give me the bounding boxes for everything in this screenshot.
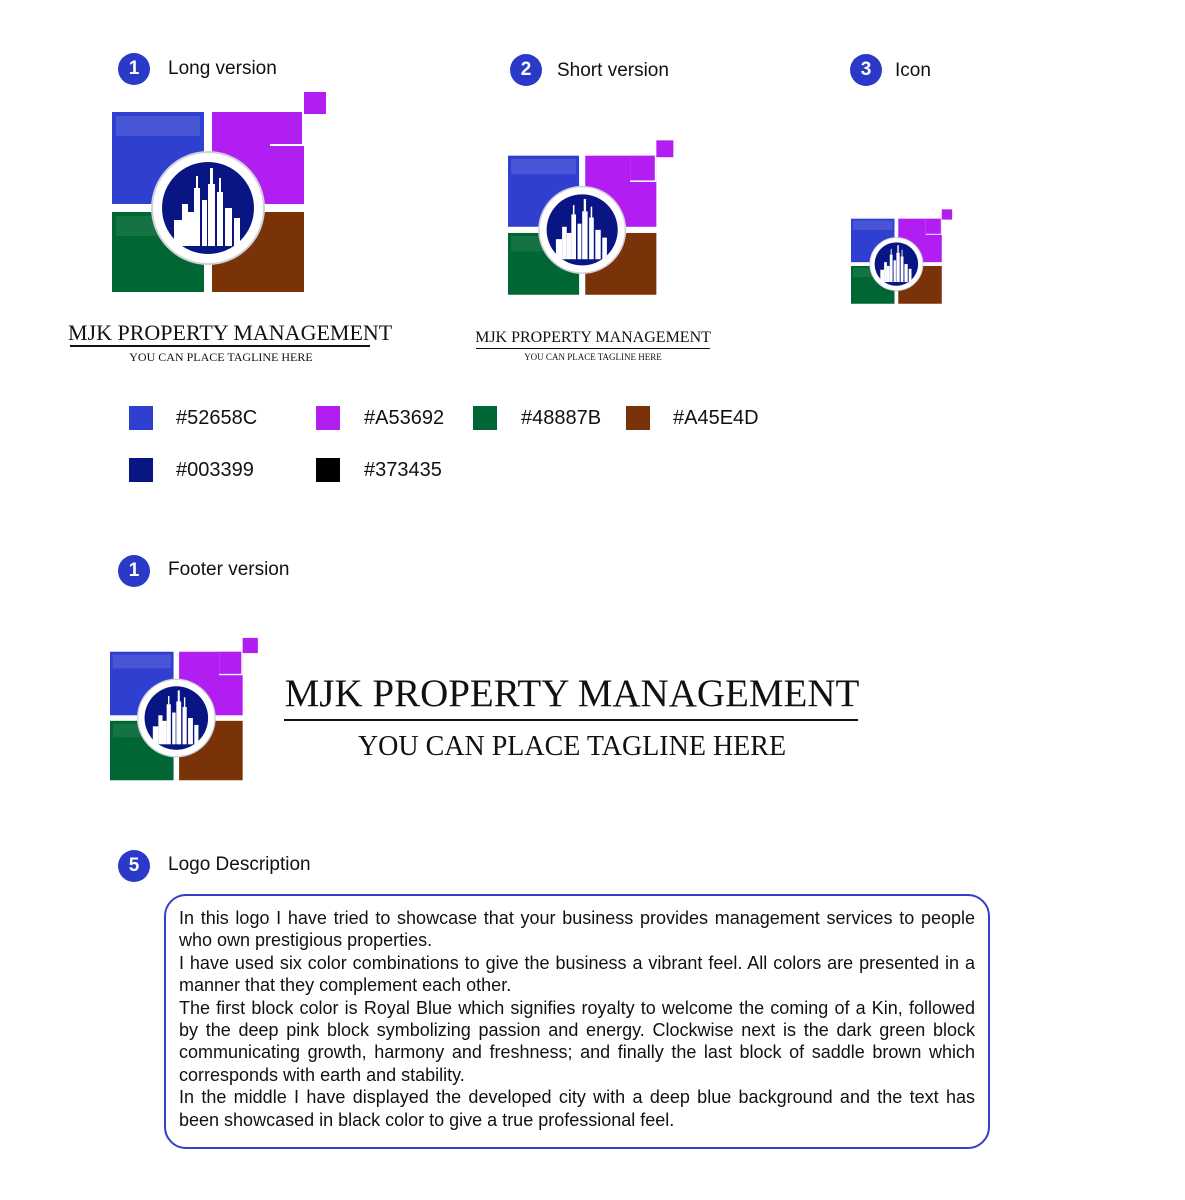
description-box bbox=[164, 894, 990, 1149]
swatch-6 bbox=[316, 458, 340, 482]
swatch-1 bbox=[129, 406, 153, 430]
brand-divider-footer bbox=[284, 719, 858, 721]
logo-mark-icon bbox=[851, 209, 955, 304]
swatch-2 bbox=[316, 406, 340, 430]
brand-divider-long bbox=[70, 345, 370, 347]
swatch-4-hex: #A45E4D bbox=[673, 407, 759, 429]
section-label-footer: Footer version bbox=[168, 559, 290, 580]
description-paragraph-3: The first block color is Royal Blue which signifies royalty to welcome the coming of a Kin, followed by the deep pink block symbolizing passion and energy. Clockwise next is the dark green block communicating growth, harmony and freshness; and finally the last block of saddle brown which corresponds with earth and stability. bbox=[179, 997, 975, 1085]
section-badge-icon: 3 bbox=[850, 54, 882, 86]
description-paragraph-4: In the middle I have displayed the developed city with a deep blue background and the text has been showcased in black color to give a true professional feel. bbox=[179, 1087, 975, 1130]
logo-mark-long bbox=[112, 92, 332, 292]
section-label-description: Logo Description bbox=[168, 854, 311, 875]
swatch-3-hex: #48887B bbox=[521, 407, 602, 429]
description-paragraph-2: I have used six color combinations to give the business a vibrant feel. All colors are presented in a manner that they complement each other. bbox=[179, 952, 975, 996]
brand-name-footer: MJK PROPERTY MANAGEMENT bbox=[284, 672, 860, 715]
brand-name-short: MJK PROPERTY MANAGEMENT bbox=[475, 329, 711, 346]
tagline-long: YOU CAN PLACE TAGLINE HERE bbox=[129, 350, 313, 364]
swatch-5-hex: #003399 bbox=[176, 459, 254, 481]
brand-divider-short bbox=[476, 348, 710, 349]
swatch-1-hex: #52658C bbox=[176, 407, 258, 429]
tagline-short: YOU CAN PLACE TAGLINE HERE bbox=[524, 352, 662, 362]
section-badge-footer: 1 bbox=[118, 555, 150, 587]
section-badge-long: 1 bbox=[118, 53, 150, 85]
swatch-6-hex: #373435 bbox=[364, 459, 442, 481]
section-label-long: Long version bbox=[168, 58, 277, 79]
swatch-3 bbox=[473, 406, 497, 430]
section-badge-description: 5 bbox=[118, 850, 150, 882]
section-badge-short: 2 bbox=[510, 54, 542, 86]
section-label-icon: Icon bbox=[895, 60, 931, 81]
tagline-footer: YOU CAN PLACE TAGLINE HERE bbox=[357, 731, 787, 762]
swatch-4 bbox=[626, 406, 650, 430]
swatch-2-hex: #A53692 bbox=[364, 407, 445, 429]
swatch-5 bbox=[129, 458, 153, 482]
logo-mark-footer bbox=[110, 632, 262, 782]
description-paragraph-1: In this logo I have tried to showcase that your business provides management services to people who own prestigious properties. bbox=[179, 908, 975, 951]
section-label-short: Short version bbox=[557, 60, 669, 81]
logo-mark-short bbox=[508, 140, 678, 295]
brand-name-long: MJK PROPERTY MANAGEMENT bbox=[68, 320, 393, 345]
